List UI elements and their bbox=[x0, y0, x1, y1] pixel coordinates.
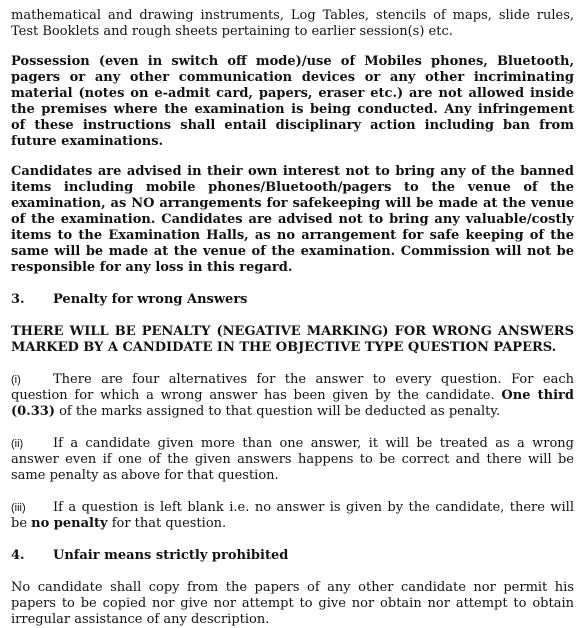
spacer bbox=[11, 564, 574, 580]
section-4-heading bbox=[11, 548, 574, 564]
spacer bbox=[11, 356, 574, 372]
section-3-number: 3. bbox=[11, 292, 25, 307]
item-text: If a candidate given more than one answer, it will be treated as a wrong answer even if one of the given answers happens to be correct and there will be same penalty as above for that question. bbox=[11, 436, 574, 483]
unfair-means-paragraph: No candidate shall copy from the papers of any other candidate nor permit his papers to be copied nor give nor attempt to give nor obtain nor attempt to obtain irregular assistance of any description. bbox=[11, 580, 574, 627]
negative-marking-notice: THERE WILL BE PENALTY (NEGATIVE MARKING) FOR WRONG ANSWERS MARKED BY A CANDIDATE IN THE OBJECTIVE TYPE QUESTION PAPERS. bbox=[11, 324, 574, 355]
spacer bbox=[11, 532, 574, 548]
penalty-item-ii bbox=[11, 436, 574, 484]
section-3-title: Penalty for wrong Answers bbox=[53, 292, 248, 307]
spacer bbox=[11, 484, 574, 500]
section-4-title: Unfair means strictly prohibited bbox=[53, 548, 289, 563]
section-4-number: 4. bbox=[11, 548, 25, 563]
item-label: (iii) bbox=[11, 502, 26, 514]
spacer bbox=[11, 276, 574, 292]
spacer bbox=[11, 308, 574, 324]
advice-paragraph: Candidates are advised in their own interest not to bring any of the banned items including mobile phones/Bluetooth/pagers to the venue of the examination, as NO arrangements for safekeeping will be made at the venue of the examination. Candidates are advised not to bring any valuable/costly items to the Examination Halls, as no arrangement for safe keeping of the same will be made at the venue of the examination. Commission will not be responsible for any loss in this regard. bbox=[11, 164, 574, 275]
item-emphasis: no penalty bbox=[31, 516, 108, 531]
spacer bbox=[11, 40, 574, 54]
spacer bbox=[11, 150, 574, 164]
item-label: (i) bbox=[11, 374, 21, 386]
item-emphasis: One third (0.33) bbox=[11, 388, 574, 419]
penalty-item-i bbox=[11, 372, 574, 420]
item-text-tail: of the marks assigned to that question will be deducted as penalty. bbox=[59, 404, 501, 419]
item-label: (ii) bbox=[11, 438, 24, 450]
item-text-tail: for that question. bbox=[111, 516, 227, 531]
spacer bbox=[11, 420, 574, 436]
item-text: If a question is left blank i.e. no answer is given by the candidate, there will be bbox=[11, 500, 574, 531]
item-text: There are four alternatives for the answer to every question. For each question for which a wrong answer has been given by the candidate. bbox=[11, 372, 574, 403]
possession-paragraph: Possession (even in switch off mode)/use of Mobiles phones, Bluetooth, pagers or any other communication devices or any other incriminating material (notes on e-admit card, papers, eraser etc.) are not allowed inside the premises where the examination is being conducted. Any infringement of these instructions shall entail disciplinary action including ban from future examinations. bbox=[11, 54, 574, 149]
intro-tail-paragraph: mathematical and drawing instruments, Log Tables, stencils of maps, slide rules, Test Booklets and rough sheets pertaining to earlier session(s) etc. bbox=[11, 8, 574, 39]
penalty-item-iii bbox=[11, 500, 574, 532]
section-3-heading bbox=[11, 292, 574, 308]
document-page bbox=[11, 8, 574, 628]
